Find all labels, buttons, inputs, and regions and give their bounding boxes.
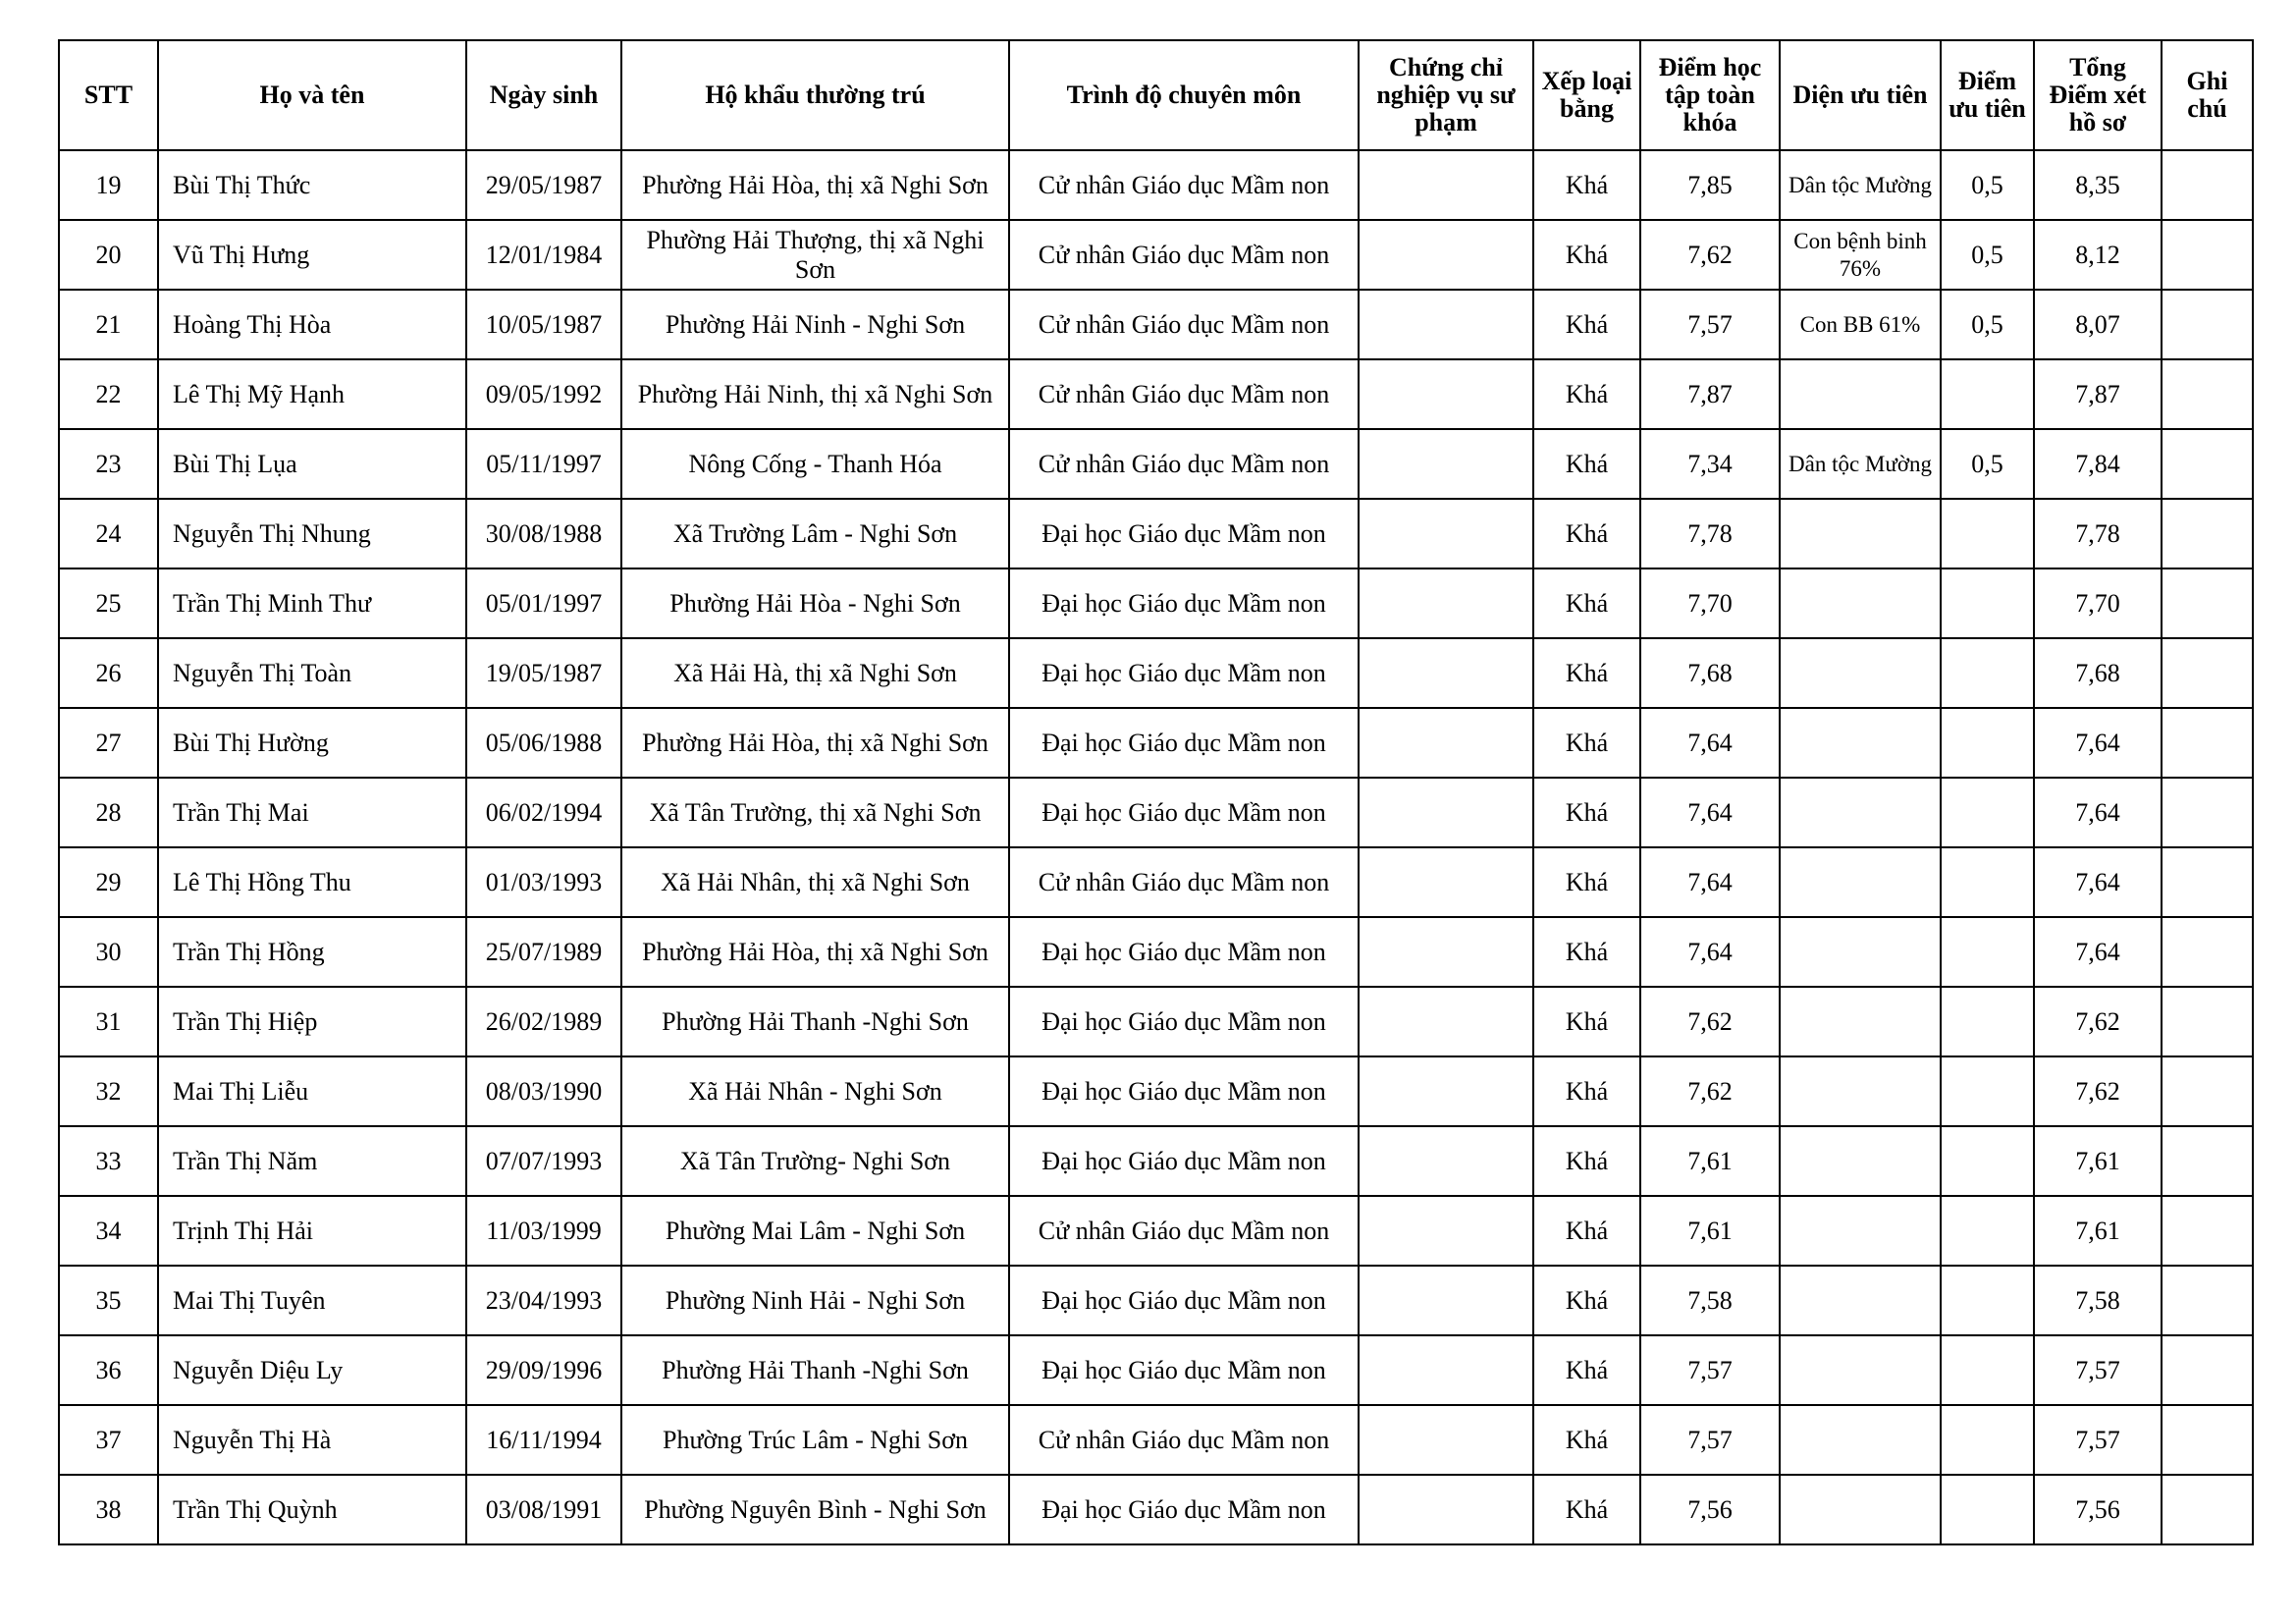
table-body: [59, 150, 2253, 1544]
priority-score-cell: [1941, 987, 2034, 1056]
course-score-cell: 7,57: [1640, 1335, 1780, 1405]
priority-category-cell: [1780, 987, 1941, 1056]
residence-cell: Xã Hải Nhân - Nghi Sơn: [621, 1056, 1009, 1126]
full-name-cell: Hoàng Thị Hòa: [158, 290, 466, 359]
table-row: [59, 638, 2253, 708]
qualification-cell: Đại học Giáo dục Mầm non: [1009, 1056, 1359, 1126]
header-priority-category: Diện ưu tiên: [1780, 40, 1941, 150]
table-row: [59, 1405, 2253, 1475]
document-page: [58, 39, 2252, 1545]
full-name-cell: Bùi Thị Lụa: [158, 429, 466, 499]
priority-category-cell: [1780, 778, 1941, 847]
residence-cell: Phường Hải Ninh - Nghi Sơn: [621, 290, 1009, 359]
stt-cell: 28: [59, 778, 158, 847]
total-score-cell: 7,70: [2034, 568, 2162, 638]
course-score-cell: 7,64: [1640, 778, 1780, 847]
degree-rank-cell: Khá: [1533, 638, 1640, 708]
birth-date-cell: 06/02/1994: [466, 778, 621, 847]
header-stt: STT: [59, 40, 158, 150]
birth-date-cell: 23/04/1993: [466, 1266, 621, 1335]
residence-cell: Phường Hải Hòa, thị xã Nghi Sơn: [621, 917, 1009, 987]
certificate-cell: [1359, 1335, 1533, 1405]
stt-cell: 35: [59, 1266, 158, 1335]
birth-date-cell: 25/07/1989: [466, 917, 621, 987]
residence-cell: Phường Hải Hòa, thị xã Nghi Sơn: [621, 150, 1009, 220]
full-name-cell: Mai Thị Liễu: [158, 1056, 466, 1126]
full-name-cell: Trần Thị Minh Thư: [158, 568, 466, 638]
priority-category-cell: [1780, 1126, 1941, 1196]
total-score-cell: 7,57: [2034, 1335, 2162, 1405]
residence-cell: Phường Hải Hòa - Nghi Sơn: [621, 568, 1009, 638]
full-name-cell: Lê Thị Mỹ Hạnh: [158, 359, 466, 429]
certificate-cell: [1359, 290, 1533, 359]
notes-cell: [2162, 1475, 2253, 1544]
notes-cell: [2162, 847, 2253, 917]
full-name-cell: Nguyễn Thị Nhung: [158, 499, 466, 568]
priority-category-cell: Dân tộc Mường: [1780, 150, 1941, 220]
notes-cell: [2162, 150, 2253, 220]
certificate-cell: [1359, 359, 1533, 429]
total-score-cell: 7,61: [2034, 1196, 2162, 1266]
notes-cell: [2162, 987, 2253, 1056]
full-name-cell: Trịnh Thị Hải: [158, 1196, 466, 1266]
full-name-cell: Lê Thị Hồng Thu: [158, 847, 466, 917]
birth-date-cell: 26/02/1989: [466, 987, 621, 1056]
degree-rank-cell: Khá: [1533, 1405, 1640, 1475]
full-name-cell: Vũ Thị Hưng: [158, 220, 466, 290]
residence-cell: Xã Tân Trường- Nghi Sơn: [621, 1126, 1009, 1196]
birth-date-cell: 16/11/1994: [466, 1405, 621, 1475]
priority-category-cell: [1780, 1196, 1941, 1266]
course-score-cell: 7,57: [1640, 290, 1780, 359]
degree-rank-cell: Khá: [1533, 1056, 1640, 1126]
qualification-cell: Đại học Giáo dục Mầm non: [1009, 708, 1359, 778]
residence-cell: Phường Hải Ninh, thị xã Nghi Sơn: [621, 359, 1009, 429]
qualification-cell: Cử nhân Giáo dục Mầm non: [1009, 220, 1359, 290]
certificate-cell: [1359, 847, 1533, 917]
total-score-cell: 7,57: [2034, 1405, 2162, 1475]
table-row: [59, 499, 2253, 568]
stt-cell: 22: [59, 359, 158, 429]
degree-rank-cell: Khá: [1533, 359, 1640, 429]
certificate-cell: [1359, 638, 1533, 708]
priority-score-cell: 0,5: [1941, 290, 2034, 359]
table-row: [59, 359, 2253, 429]
degree-rank-cell: Khá: [1533, 429, 1640, 499]
course-score-cell: 7,70: [1640, 568, 1780, 638]
qualification-cell: Cử nhân Giáo dục Mầm non: [1009, 290, 1359, 359]
notes-cell: [2162, 638, 2253, 708]
qualification-cell: Cử nhân Giáo dục Mầm non: [1009, 359, 1359, 429]
priority-score-cell: [1941, 917, 2034, 987]
priority-category-cell: Con BB 61%: [1780, 290, 1941, 359]
certificate-cell: [1359, 1405, 1533, 1475]
table-row: [59, 987, 2253, 1056]
priority-score-cell: [1941, 1475, 2034, 1544]
birth-date-cell: 09/05/1992: [466, 359, 621, 429]
degree-rank-cell: Khá: [1533, 220, 1640, 290]
degree-rank-cell: Khá: [1533, 1196, 1640, 1266]
priority-score-cell: [1941, 499, 2034, 568]
course-score-cell: 7,62: [1640, 1056, 1780, 1126]
table-row: [59, 917, 2253, 987]
stt-cell: 30: [59, 917, 158, 987]
priority-score-cell: [1941, 1266, 2034, 1335]
qualification-cell: Đại học Giáo dục Mầm non: [1009, 1266, 1359, 1335]
priority-category-cell: [1780, 568, 1941, 638]
table-row: [59, 429, 2253, 499]
total-score-cell: 7,68: [2034, 638, 2162, 708]
certificate-cell: [1359, 568, 1533, 638]
qualification-cell: Đại học Giáo dục Mầm non: [1009, 1126, 1359, 1196]
qualification-cell: Đại học Giáo dục Mầm non: [1009, 778, 1359, 847]
total-score-cell: 7,64: [2034, 847, 2162, 917]
course-score-cell: 7,62: [1640, 987, 1780, 1056]
total-score-cell: 7,64: [2034, 917, 2162, 987]
degree-rank-cell: Khá: [1533, 987, 1640, 1056]
certificate-cell: [1359, 778, 1533, 847]
stt-cell: 27: [59, 708, 158, 778]
qualification-cell: Đại học Giáo dục Mầm non: [1009, 1475, 1359, 1544]
certificate-cell: [1359, 987, 1533, 1056]
qualification-cell: Đại học Giáo dục Mầm non: [1009, 917, 1359, 987]
priority-category-cell: Dân tộc Mường: [1780, 429, 1941, 499]
table-row: [59, 1196, 2253, 1266]
notes-cell: [2162, 290, 2253, 359]
course-score-cell: 7,85: [1640, 150, 1780, 220]
priority-score-cell: 0,5: [1941, 150, 2034, 220]
full-name-cell: Nguyễn Thị Hà: [158, 1405, 466, 1475]
full-name-cell: Trần Thị Quỳnh: [158, 1475, 466, 1544]
table-row: [59, 568, 2253, 638]
priority-score-cell: [1941, 359, 2034, 429]
priority-score-cell: [1941, 568, 2034, 638]
residence-cell: Phường Hải Hòa, thị xã Nghi Sơn: [621, 708, 1009, 778]
stt-cell: 38: [59, 1475, 158, 1544]
degree-rank-cell: Khá: [1533, 150, 1640, 220]
course-score-cell: 7,62: [1640, 220, 1780, 290]
total-score-cell: 7,64: [2034, 708, 2162, 778]
priority-category-cell: [1780, 638, 1941, 708]
full-name-cell: Bùi Thị Hường: [158, 708, 466, 778]
header-permanent-residence: Hộ khẩu thường trú: [621, 40, 1009, 150]
residence-cell: Xã Tân Trường, thị xã Nghi Sơn: [621, 778, 1009, 847]
priority-category-cell: [1780, 359, 1941, 429]
degree-rank-cell: Khá: [1533, 708, 1640, 778]
stt-cell: 19: [59, 150, 158, 220]
total-score-cell: 7,78: [2034, 499, 2162, 568]
full-name-cell: Nguyễn Thị Toàn: [158, 638, 466, 708]
priority-category-cell: [1780, 1475, 1941, 1544]
qualification-cell: Đại học Giáo dục Mầm non: [1009, 499, 1359, 568]
stt-cell: 31: [59, 987, 158, 1056]
header-qualification: Trình độ chuyên môn: [1009, 40, 1359, 150]
degree-rank-cell: Khá: [1533, 1335, 1640, 1405]
stt-cell: 20: [59, 220, 158, 290]
header-degree-rank: Xếp loại bằng: [1533, 40, 1640, 150]
table-row: [59, 150, 2253, 220]
course-score-cell: 7,61: [1640, 1126, 1780, 1196]
total-score-cell: 7,56: [2034, 1475, 2162, 1544]
priority-category-cell: [1780, 1266, 1941, 1335]
notes-cell: [2162, 1056, 2253, 1126]
certificate-cell: [1359, 429, 1533, 499]
course-score-cell: 7,64: [1640, 708, 1780, 778]
certificate-cell: [1359, 150, 1533, 220]
priority-score-cell: [1941, 708, 2034, 778]
priority-score-cell: [1941, 847, 2034, 917]
certificate-cell: [1359, 708, 1533, 778]
header-course-score: Điểm học tập toàn khóa: [1640, 40, 1780, 150]
degree-rank-cell: Khá: [1533, 1266, 1640, 1335]
notes-cell: [2162, 359, 2253, 429]
degree-rank-cell: Khá: [1533, 1126, 1640, 1196]
table-row: [59, 708, 2253, 778]
birth-date-cell: 29/05/1987: [466, 150, 621, 220]
priority-score-cell: [1941, 638, 2034, 708]
qualification-cell: Đại học Giáo dục Mầm non: [1009, 568, 1359, 638]
notes-cell: [2162, 499, 2253, 568]
total-score-cell: 7,84: [2034, 429, 2162, 499]
total-score-cell: 8,07: [2034, 290, 2162, 359]
table-row: [59, 290, 2253, 359]
stt-cell: 29: [59, 847, 158, 917]
priority-category-cell: [1780, 847, 1941, 917]
table-row: [59, 1056, 2253, 1126]
certificate-cell: [1359, 220, 1533, 290]
birth-date-cell: 05/06/1988: [466, 708, 621, 778]
notes-cell: [2162, 1405, 2253, 1475]
stt-cell: 32: [59, 1056, 158, 1126]
table-row: [59, 220, 2253, 290]
degree-rank-cell: Khá: [1533, 499, 1640, 568]
stt-cell: 34: [59, 1196, 158, 1266]
table-row: [59, 1126, 2253, 1196]
qualification-cell: Đại học Giáo dục Mầm non: [1009, 987, 1359, 1056]
header-pedagogy-certificate: Chứng chỉ nghiệp vụ sư phạm: [1359, 40, 1533, 150]
course-score-cell: 7,34: [1640, 429, 1780, 499]
birth-date-cell: 12/01/1984: [466, 220, 621, 290]
priority-category-cell: [1780, 708, 1941, 778]
full-name-cell: Trần Thị Hồng: [158, 917, 466, 987]
birth-date-cell: 11/03/1999: [466, 1196, 621, 1266]
degree-rank-cell: Khá: [1533, 1475, 1640, 1544]
header-total-score: Tổng Điểm xét hồ sơ: [2034, 40, 2162, 150]
birth-date-cell: 05/11/1997: [466, 429, 621, 499]
certificate-cell: [1359, 917, 1533, 987]
header-priority-score: Điểm ưu tiên: [1941, 40, 2034, 150]
degree-rank-cell: Khá: [1533, 847, 1640, 917]
priority-score-cell: [1941, 1196, 2034, 1266]
residence-cell: Phường Hải Thanh -Nghi Sơn: [621, 987, 1009, 1056]
priority-score-cell: 0,5: [1941, 429, 2034, 499]
stt-cell: 37: [59, 1405, 158, 1475]
residence-cell: Phường Trúc Lâm - Nghi Sơn: [621, 1405, 1009, 1475]
notes-cell: [2162, 429, 2253, 499]
birth-date-cell: 01/03/1993: [466, 847, 621, 917]
table-row: [59, 1266, 2253, 1335]
notes-cell: [2162, 778, 2253, 847]
stt-cell: 21: [59, 290, 158, 359]
priority-category-cell: [1780, 1405, 1941, 1475]
qualification-cell: Cử nhân Giáo dục Mầm non: [1009, 1405, 1359, 1475]
residence-cell: Xã Trường Lâm - Nghi Sơn: [621, 499, 1009, 568]
notes-cell: [2162, 917, 2253, 987]
residence-cell: Phường Hải Thanh -Nghi Sơn: [621, 1335, 1009, 1405]
total-score-cell: 7,64: [2034, 778, 2162, 847]
degree-rank-cell: Khá: [1533, 778, 1640, 847]
certificate-cell: [1359, 1056, 1533, 1126]
total-score-cell: 7,87: [2034, 359, 2162, 429]
priority-category-cell: [1780, 1335, 1941, 1405]
table-row: [59, 1335, 2253, 1405]
full-name-cell: Trần Thị Mai: [158, 778, 466, 847]
course-score-cell: 7,58: [1640, 1266, 1780, 1335]
header-birth-date: Ngày sinh: [466, 40, 621, 150]
stt-cell: 24: [59, 499, 158, 568]
qualification-cell: Cử nhân Giáo dục Mầm non: [1009, 1196, 1359, 1266]
birth-date-cell: 19/05/1987: [466, 638, 621, 708]
residence-cell: Phường Nguyên Bình - Nghi Sơn: [621, 1475, 1009, 1544]
certificate-cell: [1359, 1475, 1533, 1544]
header-notes: Ghi chú: [2162, 40, 2253, 150]
course-score-cell: 7,64: [1640, 847, 1780, 917]
certificate-cell: [1359, 1196, 1533, 1266]
course-score-cell: 7,68: [1640, 638, 1780, 708]
priority-score-cell: 0,5: [1941, 220, 2034, 290]
priority-score-cell: [1941, 1405, 2034, 1475]
priority-score-cell: [1941, 1126, 2034, 1196]
residence-cell: Phường Hải Thượng, thị xã Nghi Sơn: [621, 220, 1009, 290]
residence-cell: Nông Cống - Thanh Hóa: [621, 429, 1009, 499]
birth-date-cell: 08/03/1990: [466, 1056, 621, 1126]
qualification-cell: Đại học Giáo dục Mầm non: [1009, 638, 1359, 708]
priority-category-cell: [1780, 917, 1941, 987]
certificate-cell: [1359, 499, 1533, 568]
certificate-cell: [1359, 1266, 1533, 1335]
table-row: [59, 1475, 2253, 1544]
qualification-cell: Cử nhân Giáo dục Mầm non: [1009, 429, 1359, 499]
qualification-cell: Cử nhân Giáo dục Mầm non: [1009, 150, 1359, 220]
stt-cell: 25: [59, 568, 158, 638]
course-score-cell: 7,61: [1640, 1196, 1780, 1266]
qualification-cell: Cử nhân Giáo dục Mầm non: [1009, 847, 1359, 917]
notes-cell: [2162, 1126, 2253, 1196]
priority-score-cell: [1941, 778, 2034, 847]
certificate-cell: [1359, 1126, 1533, 1196]
residence-cell: Xã Hải Hà, thị xã Nghi Sơn: [621, 638, 1009, 708]
full-name-cell: Mai Thị Tuyên: [158, 1266, 466, 1335]
notes-cell: [2162, 1196, 2253, 1266]
birth-date-cell: 29/09/1996: [466, 1335, 621, 1405]
header-full-name: Họ và tên: [158, 40, 466, 150]
degree-rank-cell: Khá: [1533, 290, 1640, 359]
stt-cell: 36: [59, 1335, 158, 1405]
priority-score-cell: [1941, 1335, 2034, 1405]
notes-cell: [2162, 1335, 2253, 1405]
total-score-cell: 7,62: [2034, 987, 2162, 1056]
residence-cell: Xã Hải Nhân, thị xã Nghi Sơn: [621, 847, 1009, 917]
notes-cell: [2162, 1266, 2253, 1335]
course-score-cell: 7,56: [1640, 1475, 1780, 1544]
table-row: [59, 778, 2253, 847]
total-score-cell: 7,58: [2034, 1266, 2162, 1335]
stt-cell: 26: [59, 638, 158, 708]
notes-cell: [2162, 568, 2253, 638]
table-row: [59, 847, 2253, 917]
total-score-cell: 8,35: [2034, 150, 2162, 220]
priority-category-cell: [1780, 1056, 1941, 1126]
notes-cell: [2162, 708, 2253, 778]
total-score-cell: 8,12: [2034, 220, 2162, 290]
full-name-cell: Bùi Thị Thức: [158, 150, 466, 220]
degree-rank-cell: Khá: [1533, 917, 1640, 987]
full-name-cell: Nguyễn Diệu Ly: [158, 1335, 466, 1405]
birth-date-cell: 05/01/1997: [466, 568, 621, 638]
course-score-cell: 7,87: [1640, 359, 1780, 429]
header-row: [59, 40, 2253, 150]
notes-cell: [2162, 220, 2253, 290]
course-score-cell: 7,57: [1640, 1405, 1780, 1475]
total-score-cell: 7,62: [2034, 1056, 2162, 1126]
birth-date-cell: 03/08/1991: [466, 1475, 621, 1544]
priority-score-cell: [1941, 1056, 2034, 1126]
candidate-score-table: [58, 39, 2254, 1545]
residence-cell: Phường Mai Lâm - Nghi Sơn: [621, 1196, 1009, 1266]
degree-rank-cell: Khá: [1533, 568, 1640, 638]
priority-category-cell: Con bệnh binh 76%: [1780, 220, 1941, 290]
total-score-cell: 7,61: [2034, 1126, 2162, 1196]
stt-cell: 23: [59, 429, 158, 499]
priority-category-cell: [1780, 499, 1941, 568]
stt-cell: 33: [59, 1126, 158, 1196]
qualification-cell: Đại học Giáo dục Mầm non: [1009, 1335, 1359, 1405]
residence-cell: Phường Ninh Hải - Nghi Sơn: [621, 1266, 1009, 1335]
full-name-cell: Trần Thị Năm: [158, 1126, 466, 1196]
birth-date-cell: 07/07/1993: [466, 1126, 621, 1196]
full-name-cell: Trần Thị Hiệp: [158, 987, 466, 1056]
birth-date-cell: 30/08/1988: [466, 499, 621, 568]
course-score-cell: 7,64: [1640, 917, 1780, 987]
course-score-cell: 7,78: [1640, 499, 1780, 568]
birth-date-cell: 10/05/1987: [466, 290, 621, 359]
